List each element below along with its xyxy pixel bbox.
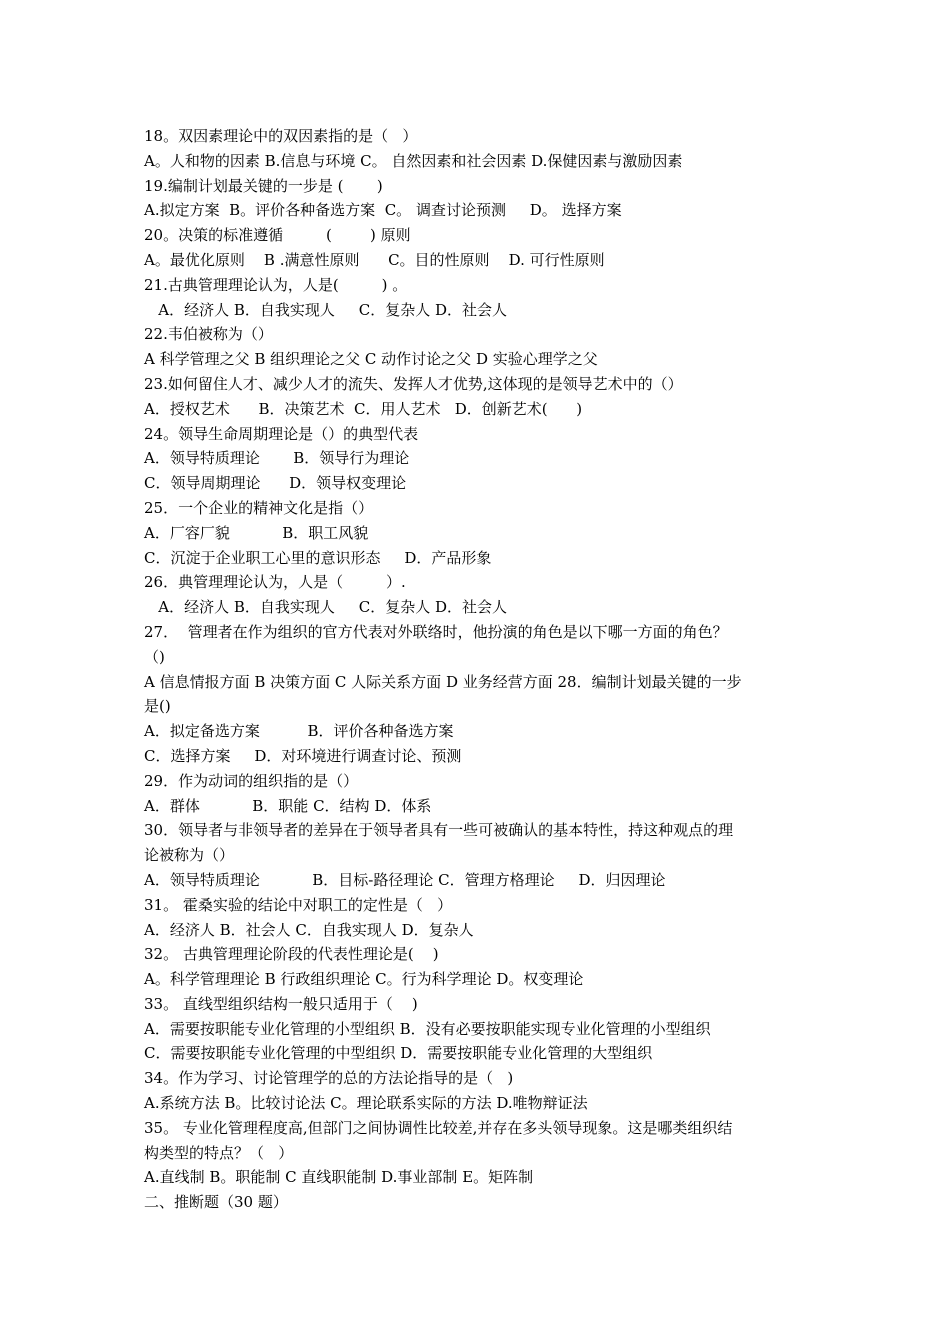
text-line: 18。双因素理论中的双因素指的是（ ） [144,127,418,145]
text-line: A．授权艺术 B．决策艺术 C．用人艺术 D．创新艺术( ) [144,399,583,418]
text-line: A．经济人 B．社会人 C．自我实现人 D．复杂人 [144,920,474,939]
text-line: C．沉淀于企业职工心里的意识形态 D．产品形象 [144,548,492,567]
text-line: A．经济人 B．自我实现人 C．复杂人 D．社会人 [144,598,508,617]
text-line: A.系统方法 B。比较讨论法 C。理论联系实际的方法 D.唯物辩证法 [144,1094,588,1113]
text-line: A．群体 B．职能 C．结构 D．体系 [144,796,432,815]
text-line: 20。决策的标准遵循 ( ) 原则 [144,226,411,245]
text-line: A．领导特质理论 B．领导行为理论 [144,449,410,468]
text-line: 27． 管理者在作为组织的官方代表对外联络时，他扮演的角色是以下哪一方面的角色？ [144,622,728,641]
text-line: 22.韦伯被称为（） [144,325,273,344]
text-line: 构类型的特点？（ ） [144,1143,294,1162]
text-line: （) [144,647,165,666]
text-line: C．需要按职能专业化管理的中型组织 D．需要按职能专业化管理的大型组织 [144,1044,653,1063]
text-line: 31。 霍桑实验的结论中对职工的定性是（ ） [144,895,453,914]
text-line: 24。领导生命周期理论是（）的典型代表 [144,424,419,443]
text-line: C．领导周期理论 D．领导权变理论 [144,474,407,493]
text-line: 23.如何留住人才、减少人才的流失、发挥人才优势,这体现的是领导艺术中的（） [144,374,683,393]
text-line: 29．作为动词的组织指的是（） [144,771,359,790]
text-line: A。最优化原则 B .满意性原则 C。目的性原则 D. 可行性原则 [144,250,605,269]
text-line: 25．一个企业的精神文化是指（） [144,498,374,517]
text-line: A．拟定备选方案 B．评价各种备选方案 [144,722,454,741]
text-line: 33。 直线型组织结构一般只适用于（ ) [144,994,418,1013]
text-line: C．选择方案 D．对环境进行调查讨论、预测 [144,746,462,765]
text-line: A．领导特质理论 B．目标-路径理论 C．管理方格理论 D．归因理论 [144,870,666,889]
text-line: A。科学管理理论 B 行政组织理论 C。行为科学理论 D。权变理论 [144,970,584,989]
text-line: A。人和物的因素 B.信息与环境 C。 自然因素和社会因素 D.保健因素与激励因素 [144,151,683,170]
text-line: A．需要按职能专业化管理的小型组织 B．没有必要按职能实现专业化管理的小型组织 [144,1019,711,1038]
text-line: A 信息情报方面 B 决策方面 C 人际关系方面 D 业务经营方面 28．编制计划最关键的一步 [144,672,742,691]
text-line: 21.古典管理理论认为，人是( ) 。 [144,275,408,294]
document-body [144,124,814,1215]
text-line: 32。 古典管理理论阶段的代表性理论是( ) [144,945,439,964]
section-heading: 二、推断题（30 题） [144,1193,288,1212]
text-line: 26．典管理理论认为，人是（ ）. [144,573,406,592]
text-line: 是() [144,697,171,716]
text-line: 35。 专业化管理程度高,但部门之间协调性比较差,并存在多头领导现象。这是哪类组织结 [144,1118,733,1137]
text-line: A 科学管理之父 B 组织理论之父 C 动作讨论之父 D 实验心理学之父 [144,350,598,369]
text-line: A.直线制 B。职能制 C 直线职能制 D.事业部制 E。矩阵制 [144,1168,534,1187]
text-line: 19.编制计划最关键的一步是 ( ) [144,176,383,195]
text-line: 30．领导者与非领导者的差异在于领导者具有一些可被确认的基本特性，持这种观点的理 [144,821,734,840]
text-line: 34。作为学习、讨论管理学的总的方法论指导的是（ ) [144,1069,514,1088]
text-line: A．经济人 B．自我实现人 C．复杂人 D．社会人 [144,300,508,319]
text-line: 论被称为（） [144,846,235,865]
text-line: A．厂容厂貌 B．职工风貌 [144,523,369,542]
text-line: A.拟定方案 B。评价各种备选方案 C。 调查讨论预测 D。 选择方案 [144,201,622,220]
